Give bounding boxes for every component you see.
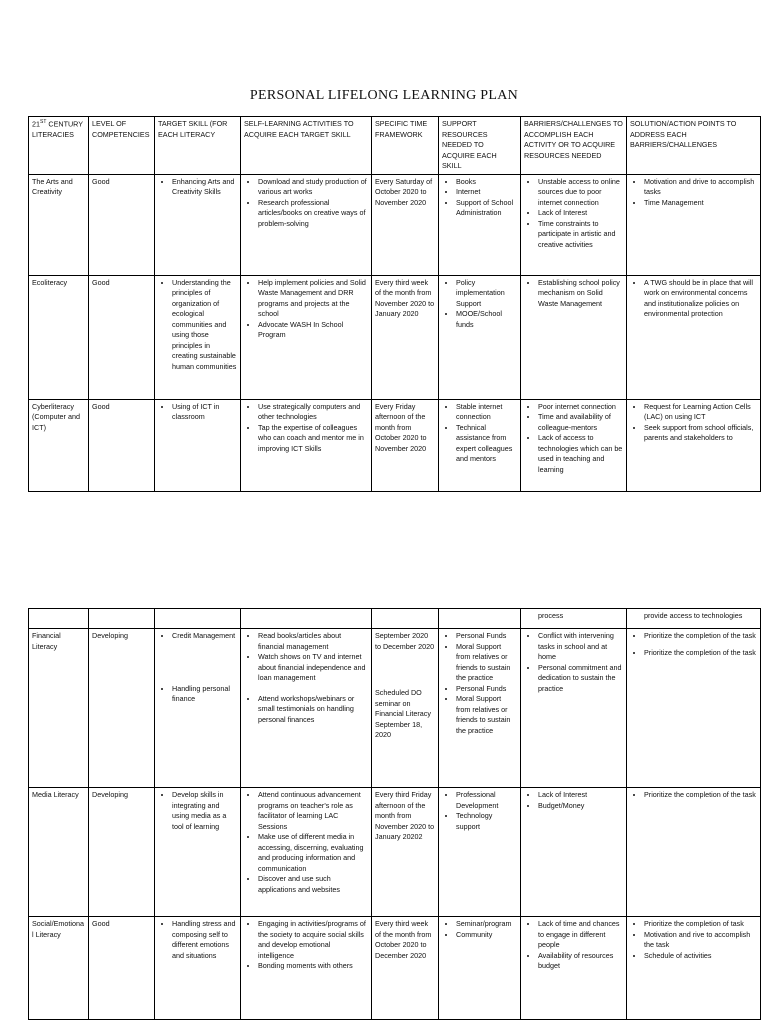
support-resource-content bbox=[442, 631, 517, 736]
level-cell bbox=[89, 275, 155, 399]
barrier-list bbox=[524, 177, 623, 251]
table-header-row bbox=[29, 117, 761, 175]
activity-list bbox=[244, 402, 368, 455]
barrier-content bbox=[524, 790, 623, 811]
activity-content bbox=[244, 919, 368, 972]
solution-item: • Motivation and rive to accomplish the task bbox=[644, 930, 757, 951]
solutions-continuation-text: provide access to technologies bbox=[644, 611, 743, 620]
level-cell-text: Good bbox=[92, 277, 110, 287]
literacy-cell-text: Ecoliteracy bbox=[32, 277, 68, 287]
support-resource-item: • Personal Funds bbox=[456, 631, 517, 642]
barrier-item: • Availability of resources budget bbox=[538, 951, 623, 972]
table-row bbox=[29, 399, 761, 491]
target-skill-content bbox=[158, 790, 237, 832]
literacy-cell bbox=[29, 174, 89, 275]
support-resource-item: • Seminar/program bbox=[456, 919, 517, 930]
support-resource bbox=[439, 399, 521, 491]
column-header: LEVEL OF COMPETENCIES bbox=[89, 117, 155, 175]
table-row bbox=[29, 629, 761, 788]
time-frame-cell-text: Every third week of the month from November 2020 to January 2020 bbox=[375, 277, 435, 319]
target-skill bbox=[155, 788, 241, 917]
table-cell bbox=[29, 609, 89, 629]
solution bbox=[627, 917, 761, 1020]
support-resource-item: • Community bbox=[456, 930, 517, 941]
table-cell bbox=[155, 609, 241, 629]
solution-content bbox=[630, 631, 757, 658]
target-skill bbox=[155, 629, 241, 788]
activity-item: • Tap the expertise of colleagues who can coach and mentor me in improving ICT Skills bbox=[258, 423, 368, 455]
barriers-continuation-text: process bbox=[538, 611, 564, 620]
target-skill-list bbox=[158, 790, 237, 832]
time-frame-text: September 2020 to December 2020 bbox=[375, 631, 435, 651]
barrier-item: • Poor internet connection bbox=[538, 402, 623, 413]
column-header: TARGET SKILL (FOR EACH LITERACY bbox=[155, 117, 241, 175]
support-resource-list bbox=[442, 177, 517, 219]
target-skill-content bbox=[158, 177, 237, 198]
support-resource bbox=[439, 629, 521, 788]
time-frame-content bbox=[375, 631, 435, 741]
solution-list bbox=[630, 278, 757, 320]
activity-item: • Help implement policies and Solid Waste Management and DRR programs and projects at the school bbox=[258, 278, 368, 320]
target-skill-item: • Understanding the principles of organization of ecological communities and using those principles in creating sustainable human communities bbox=[172, 278, 237, 373]
learning-plan-table-page2 bbox=[28, 608, 761, 1020]
activity bbox=[241, 275, 372, 399]
target-skill-item: • Handling personal finance bbox=[172, 684, 237, 705]
spacer bbox=[244, 684, 368, 694]
solution-list bbox=[630, 177, 757, 209]
support-resource-list bbox=[442, 790, 517, 832]
support-resource-item: • Professional Development bbox=[456, 790, 517, 811]
support-resource-item: • Technology support bbox=[456, 811, 517, 832]
solution bbox=[627, 629, 761, 788]
literacy-cell-text: The Arts and Creativity bbox=[32, 176, 73, 197]
solution-list bbox=[630, 402, 757, 444]
time-frame-cell bbox=[372, 399, 439, 491]
spacer bbox=[375, 652, 435, 688]
support-resource-content bbox=[442, 919, 517, 940]
target-skill-list bbox=[158, 684, 237, 705]
literacy-cell bbox=[29, 917, 89, 1020]
table-row bbox=[29, 275, 761, 399]
solution-item: • Prioritize the completion of the task bbox=[644, 631, 757, 642]
level-cell bbox=[89, 174, 155, 275]
table-row bbox=[29, 917, 761, 1020]
support-resource bbox=[439, 174, 521, 275]
target-skill-content bbox=[158, 278, 237, 373]
solution-item: • Prioritize the completion of the task bbox=[644, 790, 757, 801]
barrier-content bbox=[524, 631, 623, 694]
literacy-cell-text: Financial Literacy bbox=[32, 631, 61, 651]
barrier-content bbox=[524, 402, 623, 476]
target-skill-list bbox=[158, 402, 237, 423]
level-cell bbox=[89, 629, 155, 788]
activity-list bbox=[244, 631, 368, 684]
activity bbox=[241, 788, 372, 917]
table-cell bbox=[439, 609, 521, 629]
column-header: SUPPORT RESOURCES NEEDED TO ACQUIRE EACH SKILL bbox=[439, 117, 521, 175]
solution-item: • Time Management bbox=[644, 198, 757, 209]
support-resource-item: • Moral Support from relatives or friends to sustain the practice bbox=[456, 642, 517, 684]
support-resource-list bbox=[442, 278, 517, 331]
target-skill-list bbox=[158, 177, 237, 198]
time-frame-cell bbox=[372, 174, 439, 275]
column-header: SOLUTION/ACTION POINTS TO ADDRESS EACH BARRIERS/CHALLENGES bbox=[627, 117, 761, 175]
table-row bbox=[29, 174, 761, 275]
activity-list bbox=[244, 790, 368, 895]
activity bbox=[241, 917, 372, 1020]
target-skill-list bbox=[158, 919, 237, 961]
solution-item: • Prioritize the completion of task bbox=[644, 919, 757, 930]
target-skill-list bbox=[158, 631, 237, 642]
target-skill-content bbox=[158, 631, 237, 705]
time-frame-cell-text: Every third week of the month from October 2020 to December 2020 bbox=[375, 919, 432, 960]
support-resource-item: • Stable internet connection bbox=[456, 402, 517, 423]
activity-content bbox=[244, 631, 368, 725]
literacy-cell bbox=[29, 399, 89, 491]
time-frame-cell-text: Every Saturday of October 2020 to November 2020 bbox=[375, 176, 433, 207]
time-frame-cell bbox=[372, 629, 439, 788]
literacy-cell-text: Social/Emotional Literacy bbox=[32, 919, 84, 939]
solution-content bbox=[630, 177, 757, 209]
barrier-list bbox=[524, 919, 623, 972]
solution-list bbox=[630, 919, 757, 961]
level-cell bbox=[89, 917, 155, 1020]
time-frame-text: Scheduled DO seminar on Financial Literacy September 18, 2020 bbox=[375, 688, 431, 740]
support-resource-item: • Moral Support from relatives or friends to sustain the practice bbox=[456, 694, 517, 736]
column-header: SELF-LEARNING ACTIVITIES TO ACQUIRE EACH TARGET SKILL bbox=[241, 117, 372, 175]
time-frame-cell-text: Every Friday afternoon of the month from October 2020 to November 2020 bbox=[375, 401, 427, 453]
level-cell-text: Developing bbox=[92, 631, 128, 640]
target-skill-content bbox=[158, 402, 237, 423]
activity-item: • Read books/articles about financial management bbox=[258, 631, 368, 652]
literacy-cell bbox=[29, 275, 89, 399]
solution-content bbox=[630, 919, 757, 961]
support-resource-item: • Personal Funds bbox=[456, 684, 517, 695]
activity bbox=[241, 399, 372, 491]
barrier bbox=[521, 629, 627, 788]
activity-item: • Attend workshops/webinars or small testimonials on handling personal finances bbox=[258, 694, 368, 726]
barrier-content bbox=[524, 278, 623, 310]
barrier-list bbox=[524, 402, 623, 476]
support-resource-content bbox=[442, 278, 517, 331]
support-resource-list bbox=[442, 402, 517, 465]
target-skill bbox=[155, 917, 241, 1020]
time-frame-cell bbox=[372, 917, 439, 1020]
activity-item: • Discover and use such applications and websites bbox=[258, 874, 368, 895]
support-resource-list bbox=[442, 919, 517, 940]
barrier-content bbox=[524, 177, 623, 251]
table-cell bbox=[372, 609, 439, 629]
literacy-cell bbox=[29, 788, 89, 917]
solution-list bbox=[630, 648, 757, 659]
activity-item: • Engaging in activities/programs of the society to acquire social skills and develop emotional intelligence bbox=[258, 919, 368, 961]
activity-list bbox=[244, 919, 368, 972]
spacer bbox=[158, 642, 237, 684]
level-cell bbox=[89, 399, 155, 491]
activity-item: • Advocate WASH In School Program bbox=[258, 320, 368, 341]
level-cell-text: Good bbox=[92, 401, 110, 411]
barrier-list bbox=[524, 278, 623, 310]
barrier bbox=[521, 399, 627, 491]
solution-list bbox=[630, 631, 757, 642]
solution bbox=[627, 399, 761, 491]
barrier-item: • Personal commitment and dedication to sustain the practice bbox=[538, 663, 623, 695]
barrier-item: • Establishing school policy mechanism on Solid Waste Management bbox=[538, 278, 623, 310]
activity-content bbox=[244, 790, 368, 895]
barrier-list bbox=[524, 631, 623, 694]
solution bbox=[627, 174, 761, 275]
barrier-item: • Lack of access to technologies which can be used in teaching and learning bbox=[538, 433, 623, 475]
activity-content bbox=[244, 177, 368, 230]
solution-item: • Seek support from school officials, parents and stakeholders to bbox=[644, 423, 757, 444]
barriers-continuation bbox=[521, 609, 627, 629]
support-resource-item: • Policy implementation Support bbox=[456, 278, 517, 310]
solution bbox=[627, 788, 761, 917]
activity-item: • Make use of different media in accessing, discerning, evaluating and producing information and communication bbox=[258, 832, 368, 874]
activity-item: • Use strategically computers and other technologies bbox=[258, 402, 368, 423]
continuation-row bbox=[29, 609, 761, 629]
barrier-item: • Unstable access to online sources due to poor internet connection bbox=[538, 177, 623, 209]
barrier-item: • Conflict with intervening tasks in school and at home bbox=[538, 631, 623, 663]
target-skill bbox=[155, 275, 241, 399]
barrier bbox=[521, 917, 627, 1020]
activity bbox=[241, 174, 372, 275]
barrier bbox=[521, 174, 627, 275]
barrier-item: • Time and availability of colleague-mentors bbox=[538, 412, 623, 433]
target-skill-item: • Enhancing Arts and Creativity Skills bbox=[172, 177, 237, 198]
learning-plan-table-page1 bbox=[28, 116, 761, 492]
target-skill-item: • Develop skills in integrating and using media as a tool of learning bbox=[172, 790, 237, 832]
barrier bbox=[521, 788, 627, 917]
table-row bbox=[29, 788, 761, 917]
solution-item: • Schedule of activities bbox=[644, 951, 757, 962]
support-resource bbox=[439, 788, 521, 917]
support-resource-list bbox=[442, 631, 517, 736]
solution-content bbox=[630, 402, 757, 444]
support-resource-item: • Technical assistance from expert colleagues and mentors bbox=[456, 423, 517, 465]
activity-content bbox=[244, 278, 368, 341]
literacy-cell-text: Cyberliteracy (Computer and ICT) bbox=[32, 401, 80, 432]
support-resource-content bbox=[442, 790, 517, 832]
barrier-item: • Lack of Interest bbox=[538, 208, 623, 219]
superscript: ST bbox=[40, 119, 47, 125]
support-resource-item: • Books bbox=[456, 177, 517, 188]
support-resource bbox=[439, 275, 521, 399]
barrier-item: • Budget/Money bbox=[538, 801, 623, 812]
solution-item: • Motivation and drive to accomplish tasks bbox=[644, 177, 757, 198]
time-frame-cell bbox=[372, 275, 439, 399]
level-cell-text: Good bbox=[92, 919, 110, 928]
target-skill-item: • Using of ICT in classroom bbox=[172, 402, 237, 423]
level-cell bbox=[89, 788, 155, 917]
time-frame-cell bbox=[372, 788, 439, 917]
target-skill-list bbox=[158, 278, 237, 373]
target-skill-item: • Handling stress and composing self to different emotions and situations bbox=[172, 919, 237, 961]
activity-list bbox=[244, 278, 368, 341]
barrier-item: • Time constraints to participate in artistic and creative activities bbox=[538, 219, 623, 251]
support-resource-item: • MOOE/School funds bbox=[456, 309, 517, 330]
page-title: PERSONAL LIFELONG LEARNING PLAN bbox=[249, 88, 519, 103]
support-resource-item: • Internet bbox=[456, 187, 517, 198]
target-skill bbox=[155, 399, 241, 491]
column-header: 21ST CENTURY LITERACIES bbox=[29, 117, 89, 175]
barrier-list bbox=[524, 790, 623, 811]
activity-item: • Bonding moments with others bbox=[258, 961, 368, 972]
solution-list bbox=[630, 790, 757, 801]
support-resource-item: • Support of School Administration bbox=[456, 198, 517, 219]
solutions-continuation bbox=[627, 609, 761, 629]
literacy-cell bbox=[29, 629, 89, 788]
solution-item: • Request for Learning Action Cells (LAC) on using ICT bbox=[644, 402, 757, 423]
activity-list bbox=[244, 177, 368, 230]
activity-item: • Watch shows on TV and internet about financial independence and loan management bbox=[258, 652, 368, 684]
support-resource-content bbox=[442, 177, 517, 219]
level-cell-text: Developing bbox=[92, 790, 128, 799]
column-header: SPECIFIC TIME FRAMEWORK bbox=[372, 117, 439, 175]
barrier-item: • Lack of Interest bbox=[538, 790, 623, 801]
support-resource-content bbox=[442, 402, 517, 465]
activity-content bbox=[244, 402, 368, 455]
time-frame-cell-text: Every third Friday afternoon of the month from November 2020 to January 20202 bbox=[375, 790, 435, 842]
activity-list bbox=[244, 694, 368, 726]
barrier bbox=[521, 275, 627, 399]
activity-item: • Research professional articles/books on creative ways of problem-solving bbox=[258, 198, 368, 230]
solution bbox=[627, 275, 761, 399]
solution-item: • A TWG should be in place that will work on environmental concerns and institutionalize policies on environmental protection bbox=[644, 278, 757, 320]
activity-item: • Download and study production of various art works bbox=[258, 177, 368, 198]
target-skill bbox=[155, 174, 241, 275]
solution-content bbox=[630, 278, 757, 320]
activity-item: • Attend continuous advancement programs on teacher's role as facilitator of learning LAC Sessions bbox=[258, 790, 368, 832]
barrier-item: • Lack of time and chances to engage in different people bbox=[538, 919, 623, 951]
barrier-content bbox=[524, 919, 623, 972]
target-skill-content bbox=[158, 919, 237, 961]
level-cell-text: Good bbox=[92, 176, 110, 186]
column-header: BARRIERS/CHALLENGES TO ACCOMPLISH EACH ACTIVITY OR TO ACQUIRE RESOURCES NEEDED bbox=[521, 117, 627, 175]
activity bbox=[241, 629, 372, 788]
table-cell bbox=[241, 609, 372, 629]
solution-content bbox=[630, 790, 757, 801]
support-resource bbox=[439, 917, 521, 1020]
literacy-cell-text: Media Literacy bbox=[32, 790, 79, 799]
target-skill-item: • Credit Management bbox=[172, 631, 237, 642]
table-cell bbox=[89, 609, 155, 629]
solution-item: • Prioritize the completion of the task bbox=[644, 648, 757, 659]
